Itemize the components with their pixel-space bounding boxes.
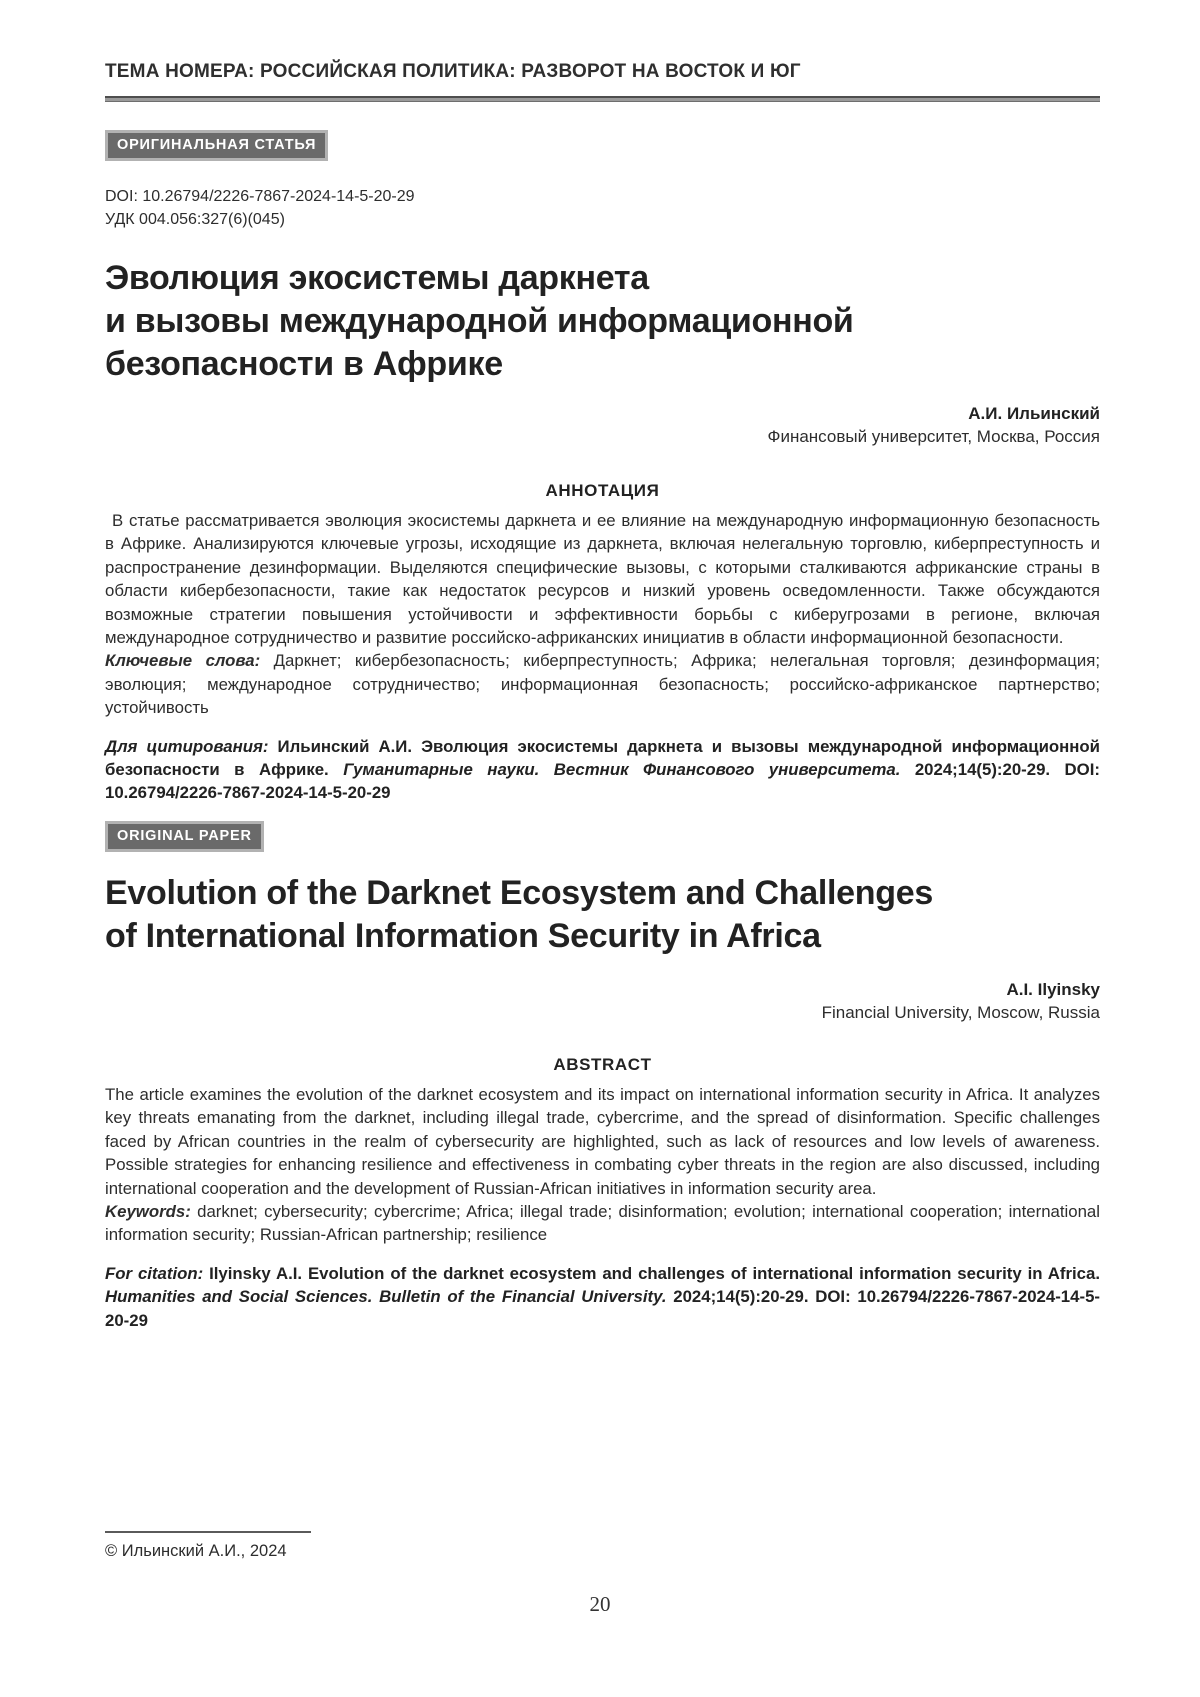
abstract-text-en: The article examines the evolution of the darknet ecosystem and its impact on international information security in Africa. It analyzes key threats emanating from the darknet, including illegal trade, cybercrime, and the spread of disinformation. Specific challenges faced by African countries in the realm of cybersecurity are highlighted, such as lack of resources and low levels of awareness. Possible strategies for enhancing resilience and effectiveness in combating cyber threats in the region are also discussed, including international cooperation and the development of Russian-African initiatives in information security area.	[105, 1084, 1100, 1198]
footnote-rule	[105, 1531, 311, 1533]
author-affiliation-ru: Финансовый университет, Москва, Россия	[767, 427, 1100, 446]
article-type-badge-ru: ОРИГИНАЛЬНАЯ СТАТЬЯ	[105, 130, 328, 161]
keywords-ru	[105, 649, 1100, 719]
abstract-heading-ru: АННОТАЦИЯ	[545, 481, 660, 500]
copyright-line: © Ильинский А.И., 2024	[105, 1542, 287, 1560]
citation-main-ru: Ильинский А.И. Эволюция экосистемы даркнета и вызовы международной информационной безопасности в Африке.	[105, 736, 1100, 780]
citation-main-en: Ilyinsky A.I. Evolution of the darknet ecosystem and challenges of international information security in Africa.	[203, 1263, 1100, 1283]
citation-en	[105, 1262, 1100, 1332]
page-number: 20	[589, 1592, 611, 1616]
keywords-en	[105, 1200, 1100, 1247]
running-head: ТЕМА НОМЕРА: РОССИЙСКАЯ ПОЛИТИКА: РАЗВОРОТ НА ВОСТОК И ЮГ	[105, 61, 801, 82]
citation-ru	[105, 735, 1100, 805]
udk-line: УДК 004.056:327(6)(045)	[105, 211, 285, 228]
citation-tail-en: 2024;14(5):20-29. DOI: 10.26794/2226-7867-2024-14-5-20-29	[105, 1287, 1100, 1330]
citation-journal-en: Humanities and Social Sciences. Bulletin of the Financial University.	[105, 1287, 667, 1307]
article-title-ru: Эволюция экосистемы даркнета и вызовы международной информационной безопасности в Африке	[105, 259, 854, 383]
citation-tail-ru: 2024;14(5):20-29. DOI: 10.26794/2226-7867-2024-14-5-20-29	[105, 760, 1100, 803]
citation-label-ru: Для цитирования:	[105, 736, 269, 756]
author-block-ru	[105, 402, 1100, 448]
author-name-en: A.I. Ilyinsky	[1006, 979, 1100, 999]
abstract-text-ru: В статье рассматривается эволюция экосистемы даркнета и ее влияние на международную информационную безопасность в Африке. Анализируются ключевые угрозы, исходящие из даркнета, включая нелегальную торговлю, киберпреступность и распространение дезинформации. Выделяются специфические вызовы, с которыми сталкиваются африканские страны в области кибербезопасности, такие как недостаток ресурсов и низкий уровень осведомленности. Также обсуждаются возможные стратегии повышения устойчивости и эффективности борьбы с киберугрозами в регионе, включая международное сотрудничество и развитие российско-африканских инициатив в области информационной безопасности.	[105, 511, 1100, 648]
keywords-text-ru: Даркнет; кибербезопасность; киберпреступность; Африка; нелегальная торговля; дезинформация; эволюция; международное сотрудничество; информационная безопасность; российско-африканское партнерство; устойчивость	[105, 651, 1100, 718]
article-type-badge-en: ORIGINAL PAPER	[105, 821, 264, 852]
citation-journal-ru: Гуманитарные науки. Вестник Финансового университета.	[343, 760, 901, 780]
keywords-label-ru: Ключевые слова:	[105, 651, 261, 671]
author-name-ru: А.И. Ильинский	[968, 404, 1100, 423]
abstract-heading-en: ABSTRACT	[553, 1054, 652, 1074]
keywords-label-en: Keywords:	[105, 1201, 191, 1221]
author-affiliation-en: Financial University, Moscow, Russia	[821, 1002, 1100, 1022]
keywords-text-en: darknet; cybersecurity; cybercrime; Africa; illegal trade; disinformation; evolution; international cooperation; international information security; Russian-African partnership; resilience	[105, 1201, 1100, 1245]
article-meta	[105, 185, 1100, 231]
copyright-footnote	[105, 1531, 311, 1562]
article-title-en: Evolution of the Darknet Ecosystem and Challenges of International Information Security in Africa	[105, 873, 933, 955]
citation-label-en: For citation:	[105, 1263, 204, 1283]
doi-line: DOI: 10.26794/2226-7867-2024-14-5-20-29	[105, 188, 415, 205]
author-block-en	[105, 978, 1100, 1024]
